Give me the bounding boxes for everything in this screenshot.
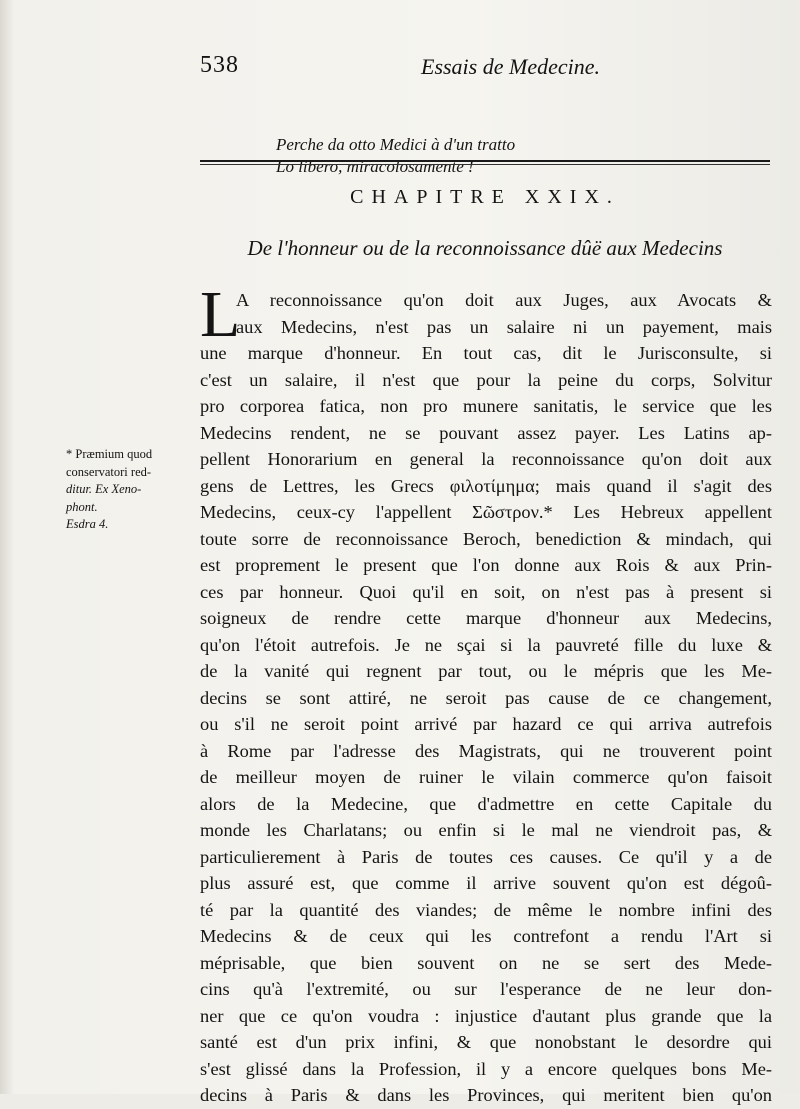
text-line: alors de la Medecine, que d'admettre en cette Capitale du [200, 793, 772, 814]
text-line: Medecins rendent, ne se pouvant assez payer. Les Latins ap- [200, 422, 772, 443]
text-line: soigneux de rendre cette marque d'honneur aux Medecins, [200, 608, 772, 628]
text-line: A reconnoissance qu'on doit aux Juges, aux Avocats & [236, 290, 772, 310]
text-line: Medecins, ceux-cy l'appellent Σῶστρον.* Les Hebreux appellent [200, 502, 772, 522]
verse-line: Lo libero, miracolosamente ! [276, 157, 474, 176]
chapter-heading: CHAPITRE XXIX. [350, 186, 620, 208]
header-rule [200, 160, 770, 162]
text-line: pro corporea fatica, non pro munere sanitatis, le service que les [200, 396, 772, 416]
text-line: c'est un salaire, il n'est que pour la peine du corps, Solvitur [200, 369, 772, 390]
margin-note-line: * Præmium quod [66, 447, 153, 461]
margin-note-line: phont. [66, 499, 98, 514]
text-line: une marque d'honneur. En tout cas, dit le Jurisconsulte, si [200, 343, 772, 363]
text-line: Medecins & de ceux qui les contrefont a rendu l'Art si [200, 926, 772, 946]
text-line: est proprement le present que l'on donne aux Rois & aux Prin- [200, 555, 772, 575]
text-line: monde les Charlatans; ou enfin si le mal ne viendroit pas, & [200, 820, 772, 840]
text-line: ner que ce qu'on voudra : injustice d'autant plus grande que la [200, 1005, 772, 1026]
text-line: qu'on l'étoit autrefois. Je ne sçai si la pauvreté fille du luxe & [200, 634, 772, 655]
text-line: de meilleur moyen de ruiner le vilain commerce qu'on faisoit [200, 767, 772, 787]
text-line: à Rome par l'adresse des Magistrats, qui ne trouverent point [200, 740, 772, 761]
text-line: ces par honneur. Quoi qu'il en soit, on n'est pas à present si [200, 581, 772, 602]
body-text [200, 278, 772, 1109]
text-line: s'est glissé dans la Profession, il y a encore quelques bons Me- [200, 1058, 772, 1079]
chapter-subtitle: De l'honneur ou de la reconnoissance dûë aux Medecins [247, 236, 723, 260]
margin-note-line: Esdra 4. [66, 517, 109, 531]
text-line: gens de Lettres, les Grecs φιλοτίμημα; mais quand il s'agit des [200, 475, 772, 496]
text-line: ou s'il ne seroit point arrivé par hazard ce qui arriva autrefois [200, 714, 772, 734]
text-line: té par la quantité des viandes; de même le nombre infini des [200, 899, 772, 920]
margin-note [66, 446, 196, 534]
drop-cap: L [200, 278, 241, 351]
text-line: méprisable, que bien souvent on ne se sert des Mede- [200, 952, 772, 973]
page-number: 538 [200, 52, 239, 78]
header-rule-thin [200, 164, 770, 165]
verse-quote [276, 134, 696, 178]
text-line: plus assuré est, que comme il arrive souvent qu'on est dégoû- [200, 873, 772, 893]
text-line: toute sorre de reconnoissance Beroch, benediction & mindach, qui [200, 528, 772, 549]
text-line: cins qu'à l'extremité, ou sur l'esperance de ne leur don- [200, 979, 772, 999]
text-line: santé est d'un prix infini, & que nonobstant le desordre qui [200, 1032, 772, 1052]
text-line: decins se sont attiré, ne seroit pas cause de ce changement, [200, 687, 772, 708]
text-line: de la vanité qui regnent par tout, ou le mépris que les Me- [200, 661, 772, 681]
text-line: pellent Honorarium en general la reconnoissance qu'on doit aux [200, 449, 772, 469]
text-line: decins à Paris & dans les Provinces, qui meritent bien qu'on [200, 1085, 772, 1105]
running-title: Essais de Medecine. [421, 54, 600, 79]
margin-note-line: conservatori red- [66, 464, 152, 479]
text-line: particulierement à Paris de toutes ces causes. Ce qu'il y a de [200, 846, 772, 867]
text-line: aux Medecins, n'est pas un salaire ni un payement, mais [236, 316, 772, 337]
margin-note-line: ditur. Ex Xeno- [66, 482, 142, 496]
verse-line: Perche da otto Medici à d'un tratto [276, 135, 516, 154]
